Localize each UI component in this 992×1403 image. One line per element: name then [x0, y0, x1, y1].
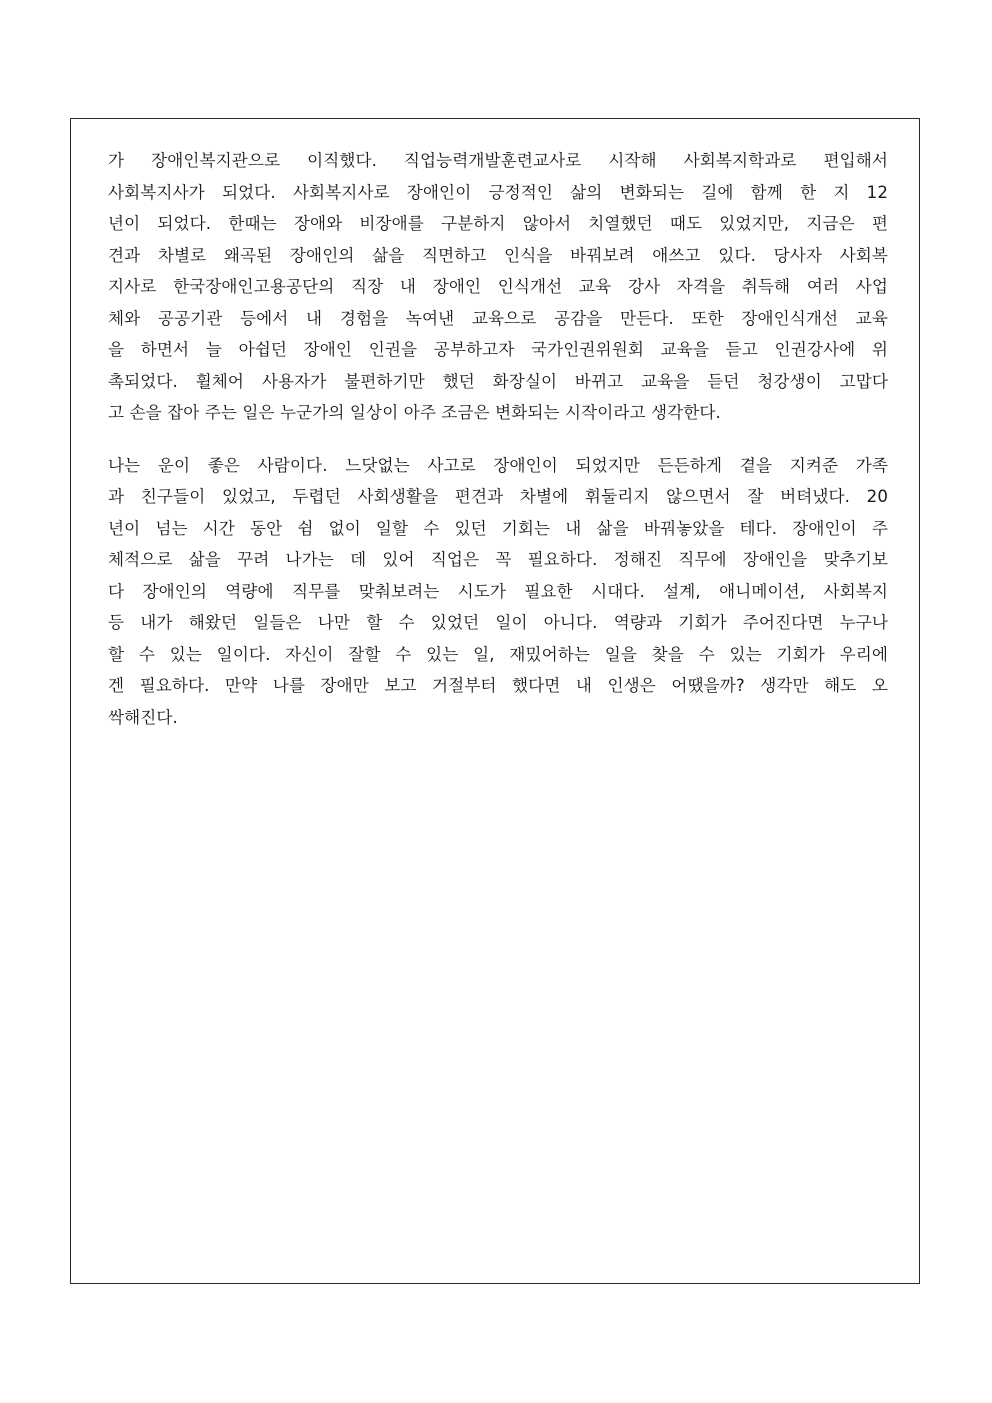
text-line: 견과 차별로 왜곡된 장애인의 삶을 직면하고 인식을 바꿔보려 애쓰고 있다. 당사자 사회복	[108, 245, 888, 265]
text-line: 나는 운이 좋은 사람이다. 느닷없는 사고로 장애인이 되었지만 든든하게 곁을 지켜준 가족	[108, 455, 888, 475]
text-line: 촉되었다. 휠체어 사용자가 불편하기만 했던 화장실이 바뀌고 교육을 듣던 청강생이 고맙다	[108, 371, 888, 391]
document-body	[108, 145, 888, 754]
text-line: 할 수 있는 일이다. 자신이 잘할 수 있는 일, 재밌어하는 일을 찾을 수 있는 기회가 우리에	[108, 644, 888, 664]
paragraph-2	[108, 450, 888, 734]
text-line: 다 장애인의 역량에 직무를 맞춰보려는 시도가 필요한 시대다. 설계, 애니메이션, 사회복지	[108, 581, 888, 601]
paragraph-1	[108, 145, 888, 429]
text-line: 지사로 한국장애인고용공단의 직장 내 장애인 인식개선 교육 강사 자격을 취득해 여러 사업	[108, 277, 888, 296]
text-line: 싹해진다.	[108, 707, 178, 727]
text-line: 체적으로 삶을 꾸려 나가는 데 있어 직업은 꼭 필요하다. 정해진 직무에 장애인을 맞추기보	[108, 550, 888, 569]
text-line: 체와 공공기관 등에서 내 경험을 녹여낸 교육으로 공감을 만든다. 또한 장애인식개선 교육	[108, 308, 888, 328]
text-line: 가 장애인복지관으로 이직했다. 직업능력개발훈련교사로 시작해 사회복지학과로 편입해서	[108, 151, 888, 170]
text-line: 년이 되었다. 한때는 장애와 비장애를 구분하지 않아서 치열했던 때도 있었지만, 지금은 편	[108, 214, 888, 233]
text-line: 년이 넘는 시간 동안 쉼 없이 일할 수 있던 기회는 내 삶을 바꿔놓았을 테다. 장애인이 주	[108, 518, 888, 538]
text-line: 겐 필요하다. 만약 나를 장애만 보고 거절부터 했다면 내 인생은 어땠을까? 생각만 해도 오	[108, 676, 888, 695]
text-line: 사회복지사가 되었다. 사회복지사로 장애인이 긍정적인 삶의 변화되는 길에 함께 한 지 12	[108, 182, 888, 202]
text-line: 등 내가 해왔던 일들은 나만 할 수 있었던 일이 아니다. 역량과 기회가 주어진다면 누구나	[108, 613, 888, 632]
text-line: 고 손을 잡아 주는 일은 누군가의 일상이 아주 조금은 변화되는 시작이라고 생각한다.	[108, 403, 721, 422]
text-line: 과 친구들이 있었고, 두렵던 사회생활을 편견과 차별에 휘둘리지 않으면서 잘 버텨냈다. 20	[108, 487, 888, 506]
text-line: 을 하면서 늘 아쉽던 장애인 인권을 공부하고자 국가인권위원회 교육을 듣고 인권강사에 위	[108, 340, 888, 359]
